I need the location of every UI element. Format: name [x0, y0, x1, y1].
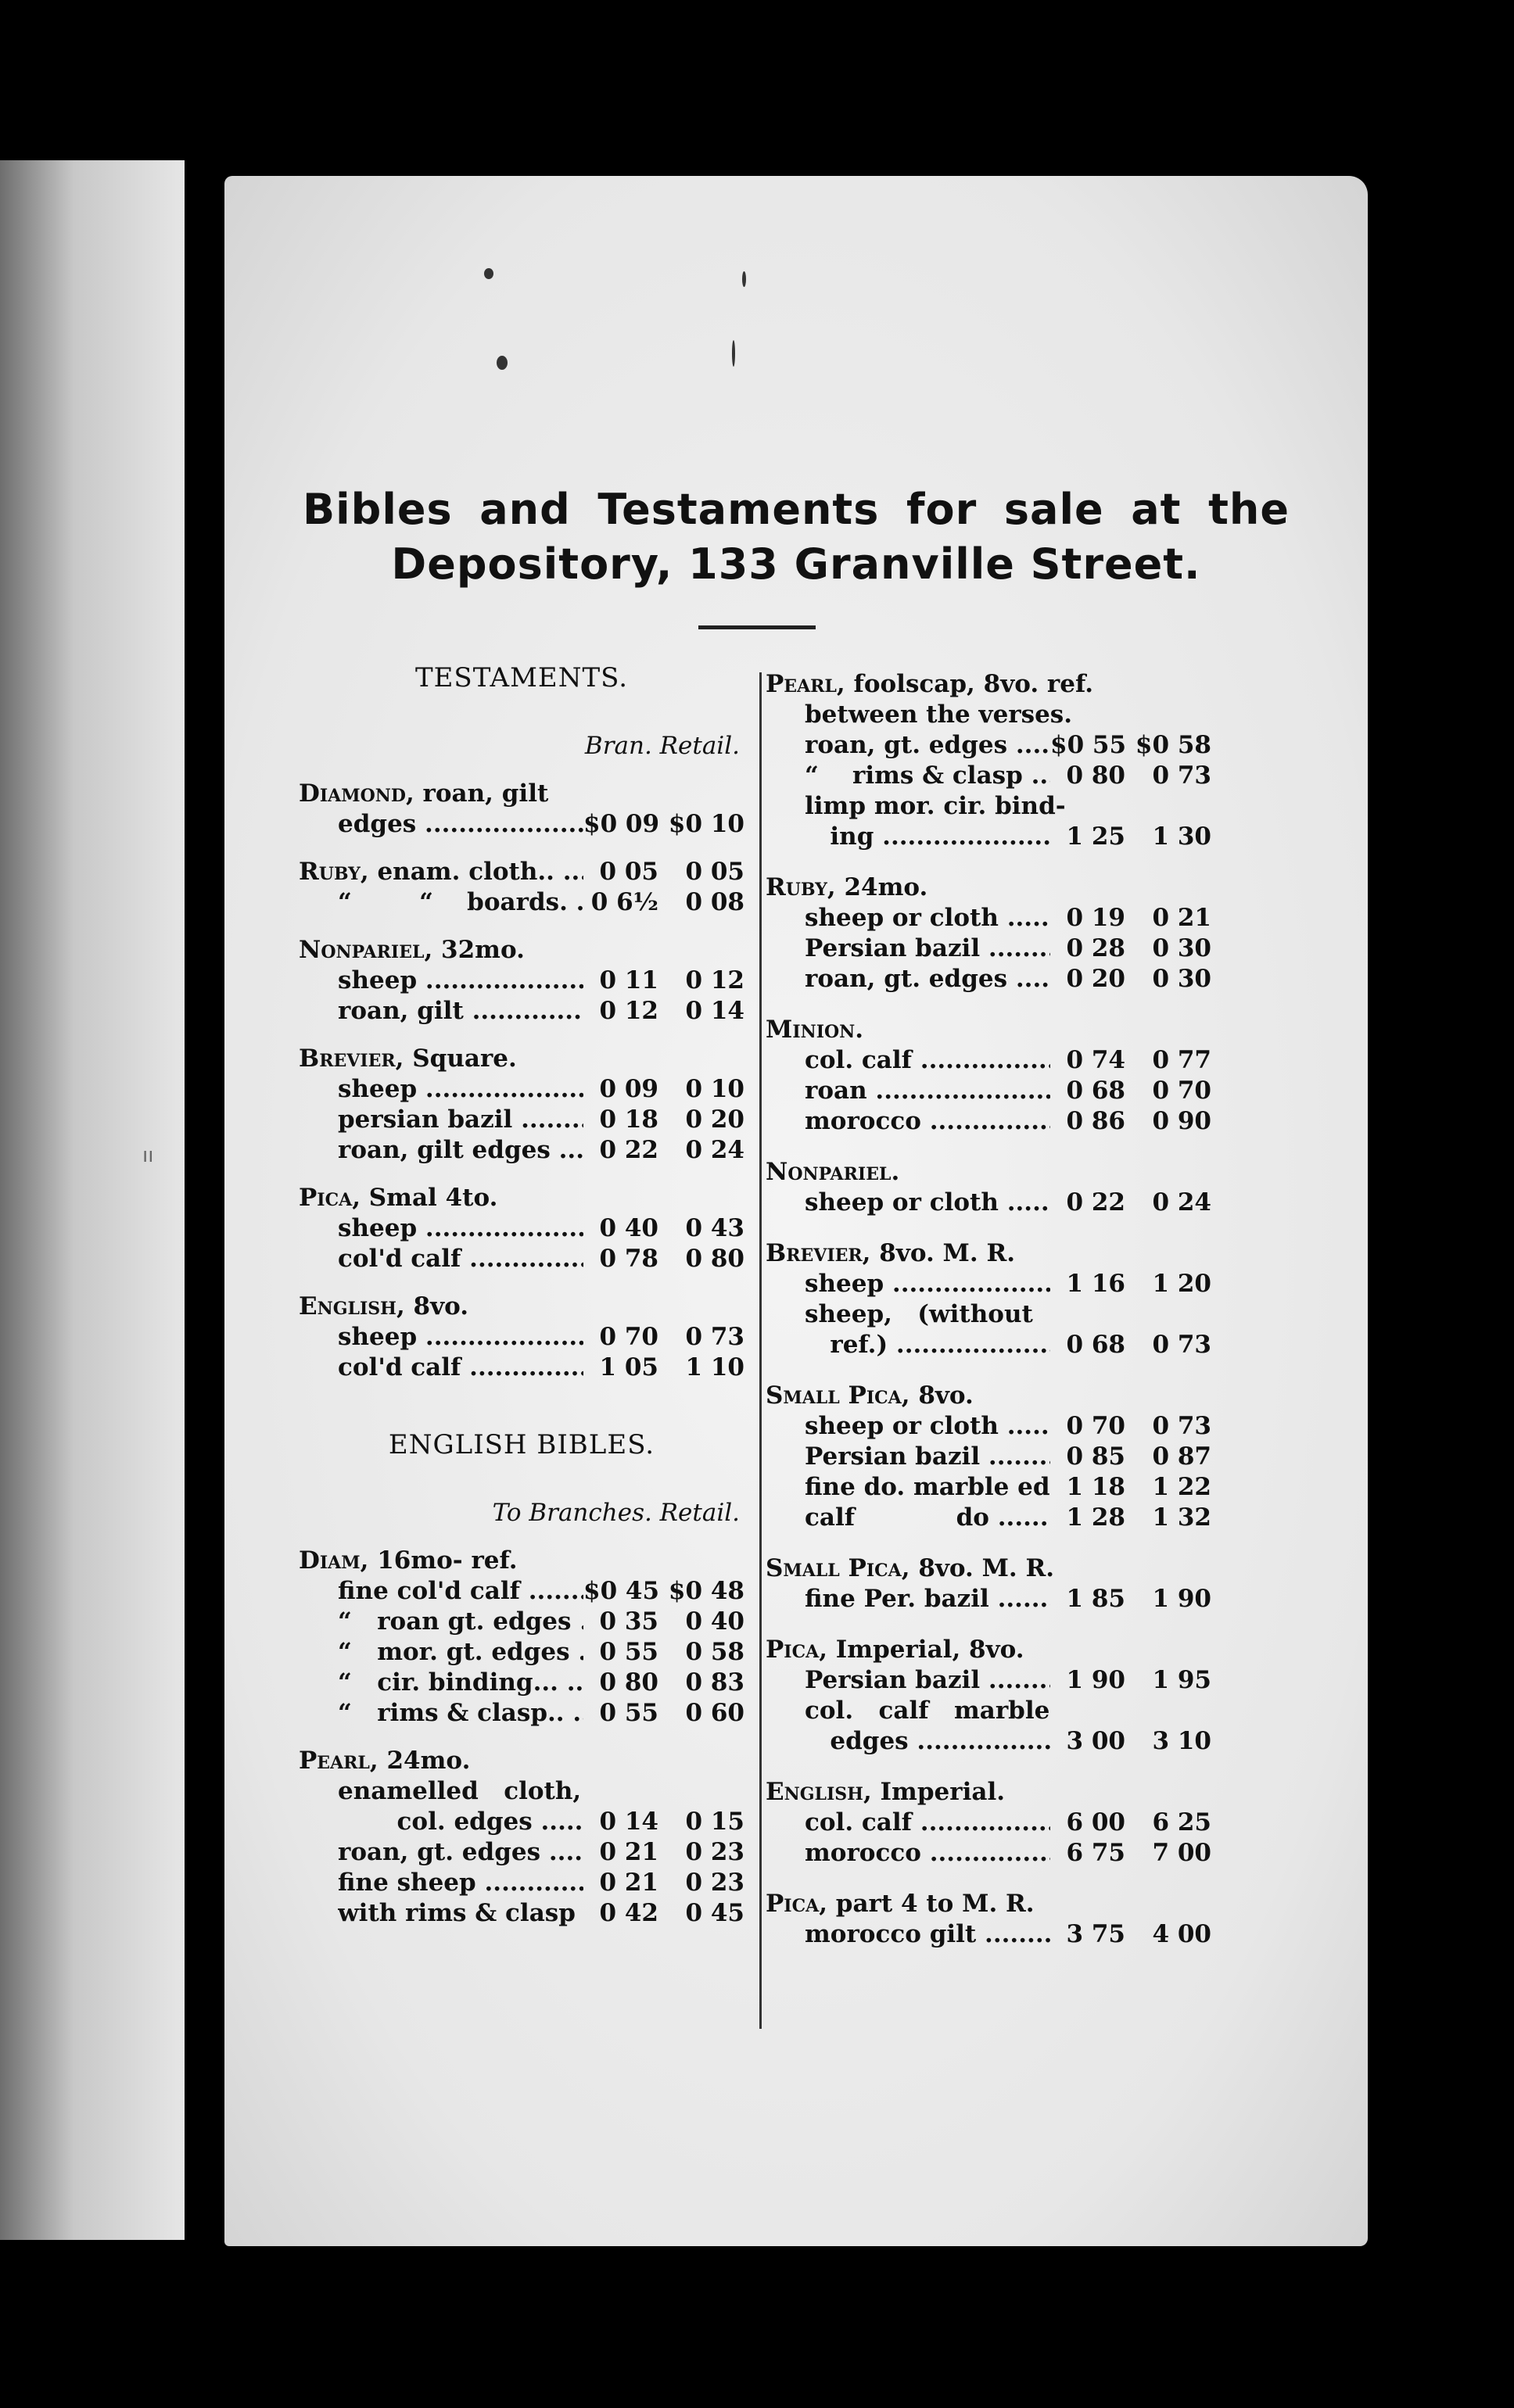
edition-details: .	[891, 1158, 900, 1186]
price-entry	[299, 935, 744, 1027]
binding-description: col. calf .....	[805, 1808, 1050, 1838]
branch-price: 0 78	[599, 1245, 658, 1273]
binding-description: sheep .....	[338, 966, 583, 996]
title-word: for	[906, 485, 978, 534]
retail-price: 6 25	[1152, 1808, 1211, 1836]
entry-heading	[299, 1746, 744, 1776]
binding-description: Persian bazil .....	[805, 1442, 1050, 1472]
facing-page-fragment: ıı	[142, 1144, 154, 1167]
branch-price: 0 18	[599, 1105, 658, 1134]
price-line	[766, 1665, 1211, 1696]
price-line	[299, 1105, 744, 1135]
retail-price: 0 80	[685, 1245, 744, 1273]
price-line	[299, 966, 744, 996]
price-line	[766, 1330, 1211, 1360]
retail-price: 0 30	[1152, 934, 1211, 962]
edition-name: Ruby	[766, 873, 827, 901]
price-line	[766, 1269, 1211, 1299]
price-entry	[299, 1183, 744, 1274]
binding-description: limp mor. cir. bind-	[805, 792, 1066, 820]
retail-price: 0 15	[685, 1808, 744, 1836]
price-line	[299, 1576, 744, 1607]
retail-price: 4 00	[1152, 1920, 1211, 1948]
binding-description: sheep .....	[805, 1269, 1050, 1299]
price-entry	[299, 1546, 744, 1729]
entry-heading-text	[299, 857, 583, 887]
retail-price: 7 00	[1152, 1839, 1211, 1867]
edition-name: Brevier	[766, 1239, 863, 1267]
entry-heading	[766, 1889, 1211, 1919]
retail-price: 0 83	[685, 1668, 744, 1697]
branch-price: 0 86	[1066, 1107, 1125, 1135]
binding-description: sheep .....	[338, 1322, 583, 1353]
binding-description: edges .....	[338, 809, 583, 840]
testaments-column-heads: Bran. Retail.	[584, 732, 740, 760]
title-word: at	[1131, 485, 1182, 534]
english-bibles-list	[299, 1546, 744, 1929]
retail-price: 1 32	[1152, 1503, 1211, 1532]
retail-price: 0 24	[685, 1136, 744, 1164]
entry-heading	[299, 779, 744, 809]
price-entry	[766, 1015, 1211, 1137]
edition-details: , part 4 to M. R.	[819, 1890, 1035, 1918]
price-line	[766, 1838, 1211, 1869]
price-line	[299, 996, 744, 1027]
edition-name: Pica	[766, 1636, 820, 1664]
title-word: sale	[1003, 485, 1104, 534]
branch-price: 1 05	[599, 1353, 658, 1381]
binding-description: fine do. marble ed .....	[805, 1472, 1050, 1503]
binding-description: col. edges .....	[338, 1807, 583, 1837]
retail-price: 1 10	[685, 1353, 744, 1381]
entry-heading-text	[766, 873, 1211, 903]
branch-price: 0 05	[599, 858, 658, 886]
retail-price: 1 22	[1152, 1473, 1211, 1501]
edition-name: English	[766, 1778, 863, 1806]
binding-description: “ “ boards. .....	[338, 887, 583, 918]
edition-name: Pearl	[766, 670, 837, 698]
title-word: Bibles	[303, 485, 453, 534]
retail-price: 1 20	[1152, 1270, 1211, 1298]
price-entry	[766, 1157, 1211, 1218]
price-entry	[766, 1777, 1211, 1869]
title-line-2: Depository, 133 Granville Street.	[391, 539, 1201, 589]
edition-name: Small Pica	[766, 1381, 902, 1410]
price-line	[766, 761, 1211, 791]
branch-price: $0 45	[583, 1577, 660, 1605]
branch-price: 0 22	[599, 1136, 658, 1164]
entry-heading-text	[766, 1635, 1211, 1665]
binding-description: ing .....	[805, 822, 1050, 852]
retail-price: 0 23	[685, 1838, 744, 1866]
branch-price: 0 28	[1066, 934, 1125, 962]
entry-heading-text	[299, 1044, 744, 1074]
entry-heading-text	[299, 935, 744, 966]
retail-price: 0 23	[685, 1869, 744, 1897]
retail-price: 0 58	[685, 1638, 744, 1666]
edition-details: , 8vo. M. R.	[862, 1239, 1016, 1267]
title-word: Testaments	[597, 485, 880, 534]
binding-description: “ roan gt. edges .....	[338, 1607, 583, 1637]
price-line	[299, 1807, 744, 1837]
binding-description: enamelled cloth,	[338, 1777, 582, 1805]
price-entry	[766, 669, 1211, 852]
price-line	[766, 1726, 1211, 1757]
binding-description: “ mor. gt. edges .....	[338, 1637, 583, 1668]
branch-price: 0 35	[599, 1607, 658, 1636]
retail-price: 0 40	[685, 1607, 744, 1636]
entry-heading-text	[766, 1889, 1211, 1919]
entry-heading	[766, 1553, 1211, 1584]
entry-heading-text	[766, 1777, 1211, 1808]
binding-description: roan .....	[805, 1076, 1050, 1106]
edition-details: , 24mo.	[827, 873, 928, 901]
binding-description: col. calf .....	[805, 1045, 1050, 1076]
branch-price: 0 20	[1066, 965, 1125, 993]
edition-name: Brevier	[299, 1045, 396, 1073]
binding-description: ref.) .....	[805, 1330, 1050, 1360]
entry-heading-text	[299, 1546, 744, 1576]
price-line	[766, 1188, 1211, 1218]
price-line	[766, 1411, 1211, 1442]
edition-details: , Imperial, 8vo.	[819, 1636, 1024, 1664]
retail-price: 0 24	[1152, 1188, 1211, 1217]
binding-description: Persian bazil .....	[805, 1665, 1050, 1696]
edition-name: Pica	[766, 1890, 820, 1918]
retail-price: 0 10	[685, 1075, 744, 1103]
binding-description: sheep or cloth .....	[805, 903, 1050, 933]
price-line	[299, 1776, 744, 1807]
retail-price: 0 70	[1152, 1077, 1211, 1105]
retail-price: 0 90	[1152, 1107, 1211, 1135]
binding-description: Persian bazil .....	[805, 933, 1050, 964]
binding-description: sheep, (without	[805, 1300, 1033, 1328]
retail-price: 0 30	[1152, 965, 1211, 993]
entry-heading	[766, 1635, 1211, 1665]
price-line	[299, 1637, 744, 1668]
binding-description: roan, gt. edges .....	[338, 1837, 583, 1868]
price-entry	[766, 873, 1211, 994]
branch-price: 0 19	[1066, 904, 1125, 932]
price-line	[766, 1045, 1211, 1076]
branch-price: $0 09	[583, 810, 660, 838]
price-line	[299, 1837, 744, 1868]
price-line	[766, 1076, 1211, 1106]
english-bibles-column-heads: To Branches. Retail.	[492, 1499, 740, 1527]
binding-description: roan, gilt .....	[338, 996, 583, 1027]
price-line	[766, 1696, 1211, 1726]
retail-price: 0 43	[685, 1214, 744, 1242]
price-entry	[299, 779, 744, 840]
branch-price: 3 75	[1066, 1920, 1125, 1948]
price-line	[299, 1213, 744, 1244]
price-line	[766, 933, 1211, 964]
binding-description: roan, gt. edges .....	[805, 964, 1050, 994]
edition-name: Small Pica	[766, 1554, 902, 1582]
edition-details: , 8vo. M. R.	[901, 1554, 1055, 1582]
edition-name: Nonpariel	[299, 936, 425, 964]
branch-price: 0 21	[599, 1869, 658, 1897]
binding-description: col'd calf .....	[338, 1244, 583, 1274]
edition-details: , 32mo.	[424, 936, 525, 964]
branch-price: 1 90	[1066, 1666, 1125, 1694]
branch-price: 0 42	[599, 1899, 658, 1927]
binding-description: edges .....	[805, 1726, 1050, 1757]
binding-description: morocco .....	[805, 1106, 1050, 1137]
price-line	[299, 1607, 744, 1637]
branch-price: 0 70	[599, 1323, 658, 1351]
branch-price: 1 85	[1066, 1585, 1125, 1613]
retail-price: 0 14	[685, 997, 744, 1025]
price-line	[766, 1919, 1211, 1950]
binding-description: col. calf marble	[805, 1697, 1050, 1725]
retail-price: 0 77	[1152, 1046, 1211, 1074]
entry-heading	[299, 1546, 744, 1576]
branch-price: 0 11	[599, 966, 658, 994]
price-line	[299, 1698, 744, 1729]
price-line	[299, 1135, 744, 1166]
binding-description: roan, gilt edges .....	[338, 1135, 583, 1166]
ink-speck	[484, 268, 493, 279]
entry-heading	[766, 1157, 1211, 1188]
branch-price: 0 12	[599, 997, 658, 1025]
binding-description: persian bazil .....	[338, 1105, 583, 1135]
retail-price: $0 10	[668, 810, 744, 838]
branch-price: 1 28	[1066, 1503, 1125, 1532]
retail-price: 1 90	[1152, 1585, 1211, 1613]
branch-price: 0 21	[599, 1838, 658, 1866]
price-line	[299, 887, 744, 918]
price-line	[766, 1442, 1211, 1472]
edition-details: , roan, gilt	[405, 779, 549, 808]
ink-speck	[497, 356, 508, 370]
price-line	[299, 1668, 744, 1698]
testaments-list	[299, 779, 744, 1383]
price-line	[766, 791, 1211, 822]
retail-price: 3 10	[1152, 1727, 1211, 1755]
retail-price: 0 21	[1152, 904, 1211, 932]
binding-description: “ rims & clasp.. .....	[338, 1698, 583, 1729]
testaments-heading: TESTAMENTS.	[414, 662, 629, 693]
retail-price: $0 48	[668, 1577, 744, 1605]
binding-description: sheep .....	[338, 1213, 583, 1244]
price-line	[299, 1322, 744, 1353]
price-entry	[299, 1044, 744, 1166]
price-line	[299, 1868, 744, 1898]
left-column	[299, 649, 744, 1929]
branch-price: 6 75	[1066, 1839, 1125, 1867]
price-line	[766, 1106, 1211, 1137]
ink-speck	[742, 271, 746, 287]
entry-heading	[299, 857, 744, 887]
price-line	[299, 1353, 744, 1383]
price-line	[299, 1244, 744, 1274]
entry-heading	[766, 1015, 1211, 1045]
price-entry	[299, 857, 744, 918]
entry-heading	[766, 873, 1211, 903]
edition-details: , Square.	[395, 1045, 517, 1073]
branch-price: 1 18	[1066, 1473, 1125, 1501]
entry-heading	[766, 1238, 1211, 1269]
entry-heading-text	[766, 1381, 1211, 1411]
entry-heading-text	[299, 779, 744, 809]
price-line	[766, 903, 1211, 933]
edition-name: Pica	[299, 1184, 353, 1212]
edition-name: Diam	[299, 1546, 361, 1575]
edition-name: Minion	[766, 1016, 856, 1044]
branch-price: 0 80	[599, 1668, 658, 1697]
branch-price: 0 74	[1066, 1046, 1125, 1074]
binding-description: morocco gilt .....	[805, 1919, 1050, 1950]
branch-price: 0 09	[599, 1075, 658, 1103]
binding-description: fine Per. bazil .....	[805, 1584, 1050, 1614]
entry-heading	[299, 1183, 744, 1213]
branch-price: 0 55	[599, 1699, 658, 1727]
edition-name: Pearl	[299, 1747, 370, 1775]
retail-price: 0 08	[685, 888, 744, 916]
binding-description: with rims & clasp .....	[338, 1898, 583, 1929]
price-line	[299, 809, 744, 840]
price-line	[766, 1584, 1211, 1614]
price-entry	[766, 1553, 1211, 1614]
edition-name: Ruby	[299, 858, 361, 886]
edition-details: , Smal 4to.	[352, 1184, 498, 1212]
price-line	[299, 1898, 744, 1929]
entry-heading-text	[766, 1238, 1211, 1269]
binding-description: “ rims & clasp .....	[805, 761, 1050, 791]
branch-price: 1 16	[1066, 1270, 1125, 1298]
title-rule	[698, 625, 816, 629]
retail-price: 0 73	[1152, 1412, 1211, 1440]
binding-description: fine col'd calf .....	[338, 1576, 583, 1607]
binding-description: sheep .....	[338, 1074, 583, 1105]
branch-price: 0 80	[1066, 761, 1125, 790]
entry-heading-text	[766, 669, 1211, 700]
edition-name: English	[299, 1292, 396, 1320]
entry-heading-text	[299, 1183, 744, 1213]
retail-price: 0 87	[1152, 1442, 1211, 1471]
entry-heading-text	[299, 1746, 744, 1776]
edition-details: , enam. cloth..	[360, 858, 554, 886]
column-divider	[759, 672, 762, 2029]
edition-details: , foolscap, 8vo. ref.	[836, 670, 1094, 698]
edition-details: , 8vo.	[396, 1292, 469, 1320]
entry-heading	[299, 1292, 744, 1322]
edition-details: , 24mo.	[369, 1747, 471, 1775]
price-line	[766, 730, 1211, 761]
price-line	[766, 1503, 1211, 1533]
edition-name: Nonpariel	[766, 1158, 892, 1186]
branch-price: 1 25	[1066, 822, 1125, 851]
branch-price: 0 22	[1066, 1188, 1125, 1217]
binding-description: between the verses.	[805, 701, 1073, 729]
branch-price: 0 14	[599, 1808, 658, 1836]
price-line	[766, 822, 1211, 852]
edition-details: , 16mo- ref.	[360, 1546, 518, 1575]
edition-details: , Imperial.	[863, 1778, 1006, 1806]
branch-price: 3 00	[1066, 1727, 1125, 1755]
price-entry	[299, 1746, 744, 1929]
binding-description: morocco .....	[805, 1838, 1050, 1869]
edition-details: .	[855, 1016, 864, 1044]
branch-price: 0 68	[1066, 1331, 1125, 1359]
title-word: the	[1208, 485, 1290, 534]
entry-heading	[299, 935, 744, 966]
retail-price: 0 60	[685, 1699, 744, 1727]
binding-description: sheep or cloth .....	[805, 1188, 1050, 1218]
branch-price: 0 55	[599, 1638, 658, 1666]
branch-price: 6 00	[1066, 1808, 1125, 1836]
price-line	[766, 1472, 1211, 1503]
price-line	[766, 700, 1211, 730]
branch-price: 0 85	[1066, 1442, 1125, 1471]
binding-description: col'd calf .....	[338, 1353, 583, 1383]
entry-heading	[766, 1381, 1211, 1411]
branch-price: 0 70	[1066, 1412, 1125, 1440]
retail-price: 0 12	[685, 966, 744, 994]
price-line	[766, 964, 1211, 994]
retail-price: 1 30	[1152, 822, 1211, 851]
entry-heading	[766, 1777, 1211, 1808]
title-word: and	[479, 485, 571, 534]
price-line	[766, 1808, 1211, 1838]
binding-description: roan, gt. edges .....	[805, 730, 1050, 761]
title-line-1	[303, 482, 1290, 537]
facing-page-edge	[0, 160, 185, 2240]
page-title	[303, 482, 1290, 592]
binding-description: sheep or cloth .....	[805, 1411, 1050, 1442]
retail-price: 1 95	[1152, 1666, 1211, 1694]
entry-heading-text	[766, 1553, 1211, 1584]
branch-price: 0 40	[599, 1214, 658, 1242]
binding-description: “ cir. binding... .....	[338, 1668, 583, 1698]
entry-heading-text	[766, 1157, 1211, 1188]
right-column-list	[766, 669, 1211, 1950]
catalog-page	[224, 176, 1368, 2246]
price-entry	[299, 1292, 744, 1383]
branch-price: 0 6½	[590, 888, 658, 916]
retail-price: $0 58	[1135, 731, 1211, 759]
edition-name: Diamond	[299, 779, 406, 808]
branch-price: 0 68	[1066, 1077, 1125, 1105]
edition-details: , 8vo.	[901, 1381, 974, 1410]
binding-description: calf do .....	[805, 1503, 1050, 1533]
price-line	[299, 1074, 744, 1105]
retail-price: 0 73	[1152, 1331, 1211, 1359]
entry-heading-text	[299, 1292, 744, 1322]
price-entry	[766, 1889, 1211, 1950]
price-line	[766, 1299, 1211, 1330]
retail-price: 0 73	[1152, 761, 1211, 790]
price-entry	[766, 1238, 1211, 1360]
right-column	[766, 649, 1211, 1950]
price-entry	[766, 1635, 1211, 1757]
entry-heading	[766, 669, 1211, 700]
price-entry	[766, 1381, 1211, 1533]
ink-speck	[732, 340, 735, 367]
english-bibles-heading: ENGLISH BIBLES.	[388, 1429, 655, 1460]
retail-price: 0 45	[685, 1899, 744, 1927]
retail-price: 0 20	[685, 1105, 744, 1134]
entry-heading-text	[766, 1015, 1211, 1045]
entry-heading	[299, 1044, 744, 1074]
retail-price: 0 05	[685, 858, 744, 886]
binding-description: fine sheep .....	[338, 1868, 583, 1898]
branch-price: $0 55	[1050, 731, 1127, 759]
retail-price: 0 73	[685, 1323, 744, 1351]
